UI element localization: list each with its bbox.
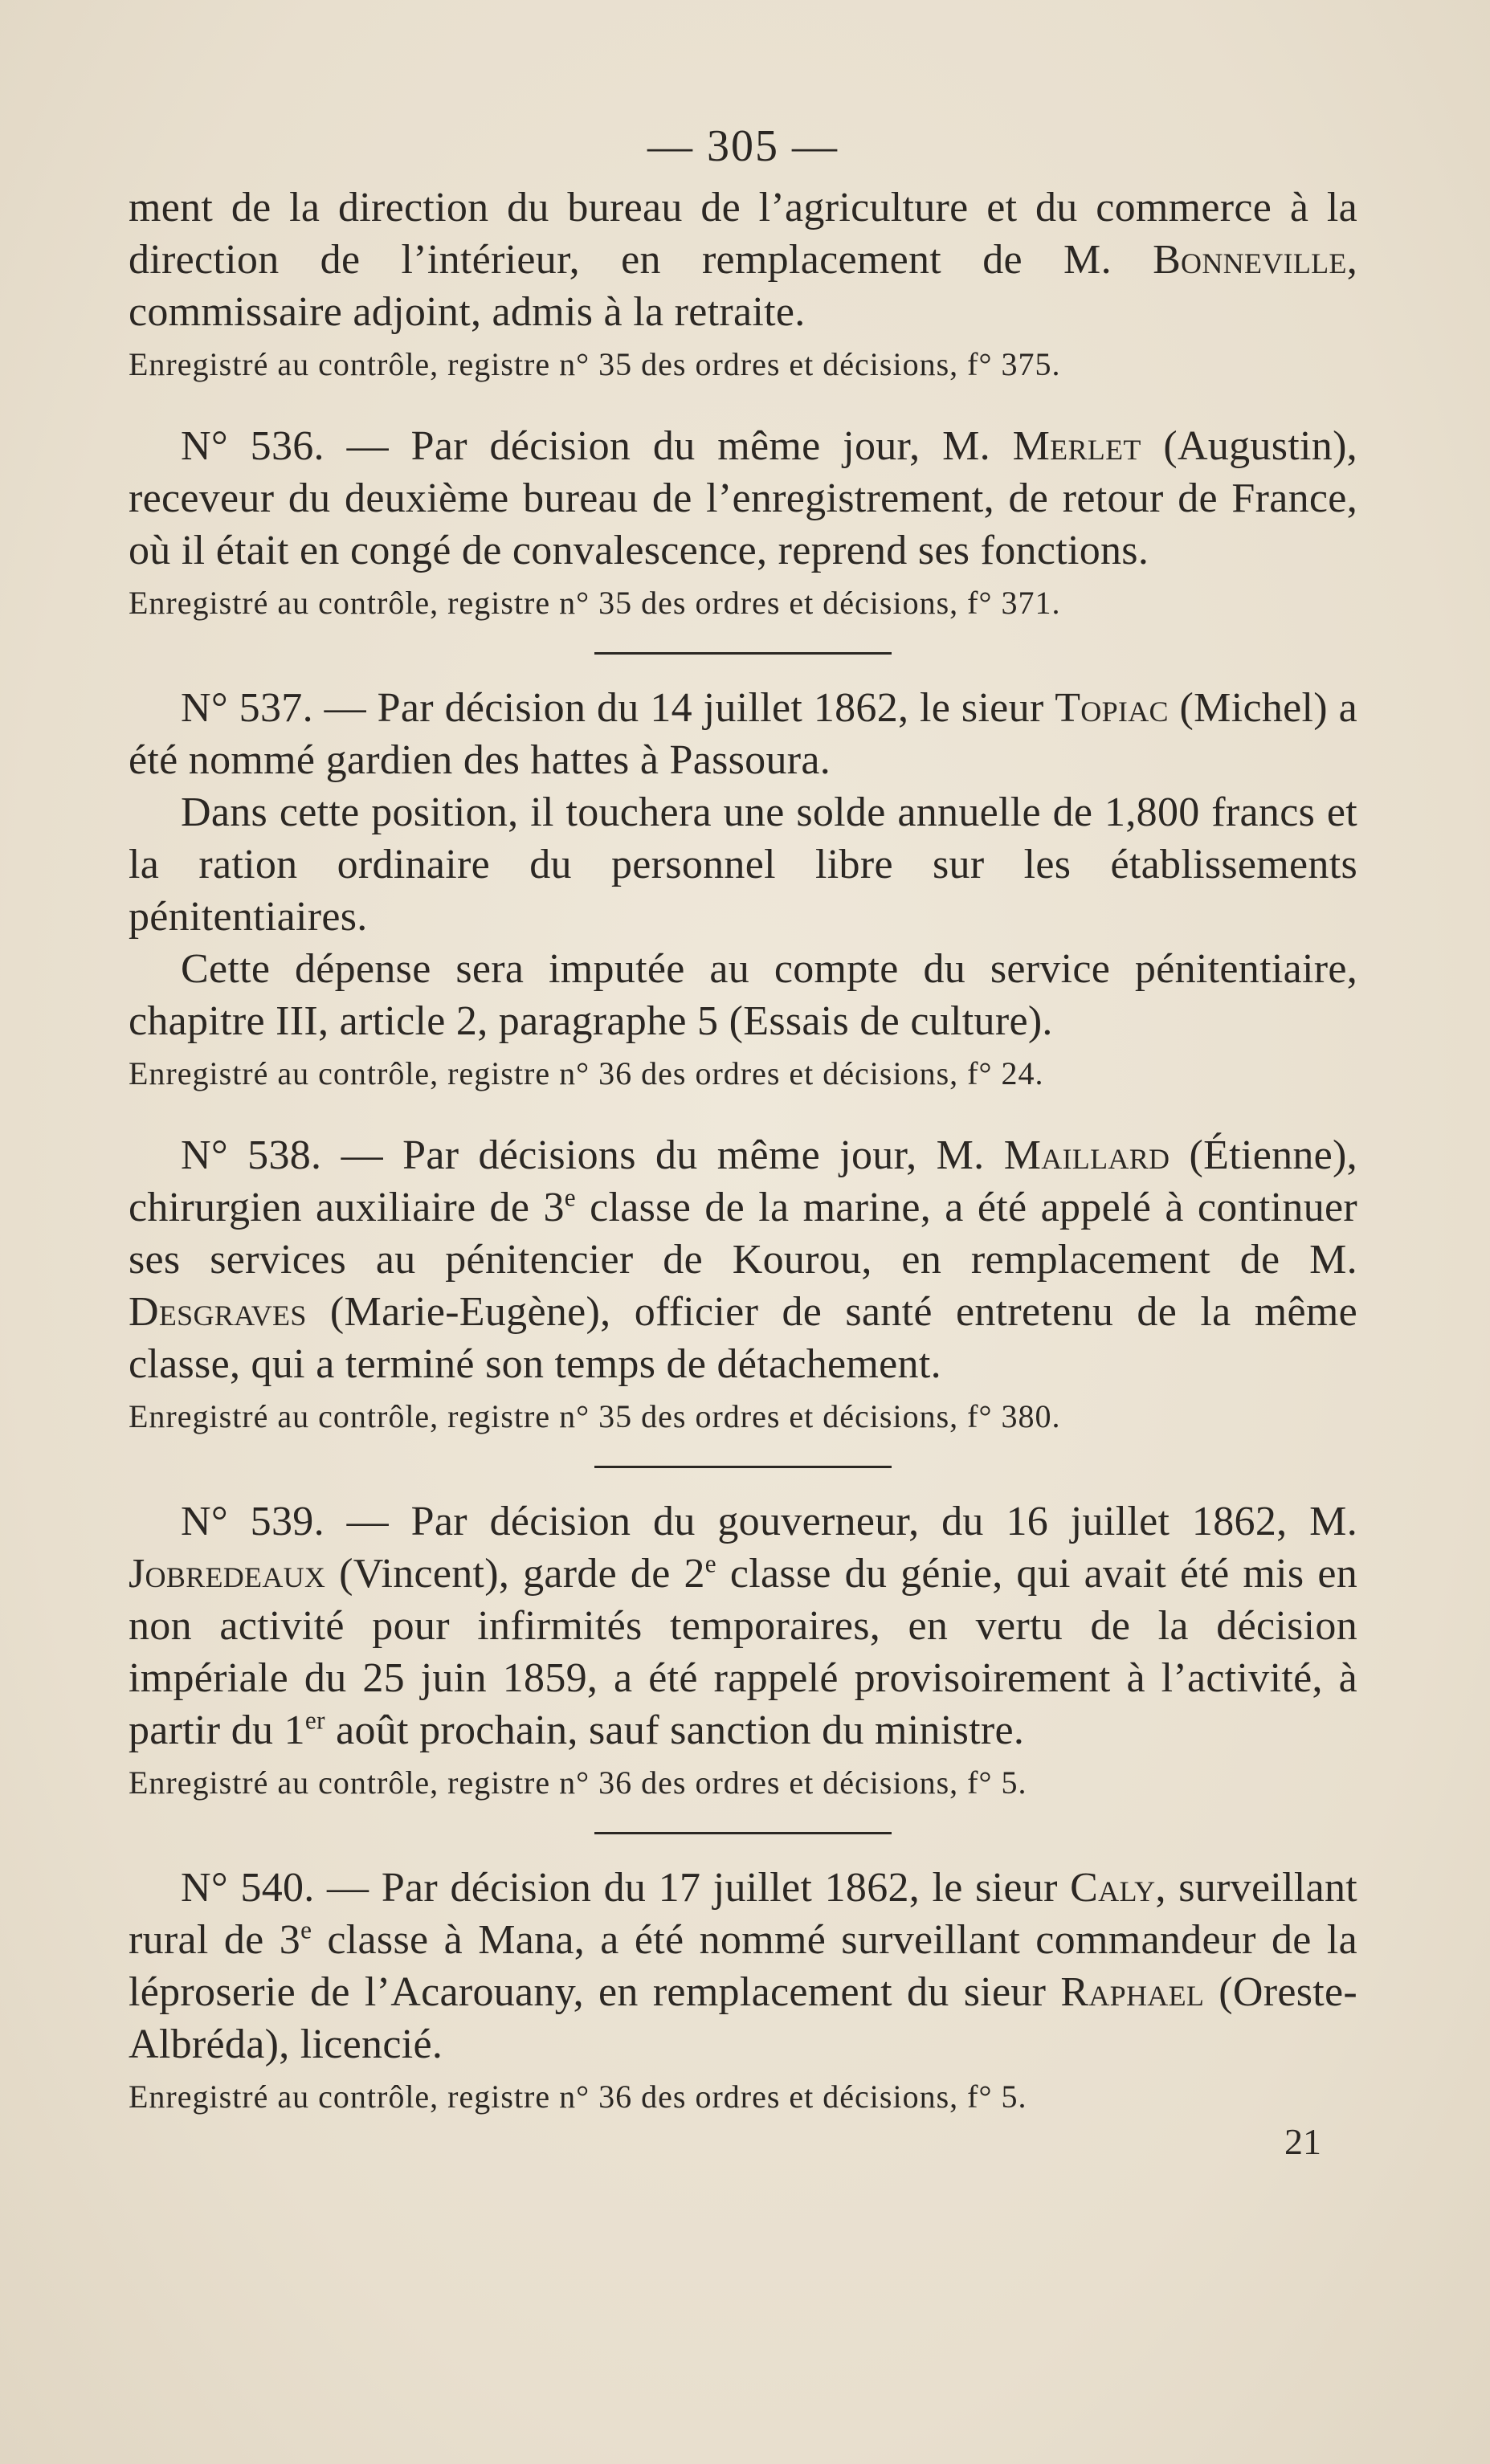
registration-line: Enregistré au contrôle, registre n° 35 des ordres et décisions, f° 380. <box>129 1398 1061 1434</box>
person-name: Raphael <box>1060 1969 1205 2015</box>
registration-line: Enregistré au contrôle, registre n° 36 des ordres et décisions, f° 5. <box>129 2078 1027 2115</box>
entry-538 <box>129 1129 1357 1440</box>
person-name: Topiac <box>1055 685 1169 731</box>
entry-539 <box>129 1495 1357 1806</box>
superscript: e <box>704 1549 716 1578</box>
text-segment: classe du génie, qui avait été mis en non activité pour infirmités temporaires, en vertu de la décision impériale du 25 juin 1859, a été rappelé provisoirement à l’activité, à partir du 1 <box>129 1551 1357 1753</box>
text-segment: Par décisions du même jour, M. <box>402 1132 1004 1178</box>
text-segment: (Augustin), receveur du deuxième bureau de l’enregistrement, de retour de France, où il était en congé de convalescence, reprend ses fonctions. <box>129 423 1357 573</box>
entry-text <box>129 182 1357 338</box>
separator-rule <box>594 1832 892 1834</box>
signature-mark: 21 <box>1284 2121 1321 2162</box>
person-name: Caly <box>1070 1865 1156 1911</box>
entry-text <box>129 682 1357 786</box>
text-segment: , commissaire adjoint, admis à la retraite. <box>129 237 1357 335</box>
page-number: — 305 — <box>647 121 839 171</box>
text-segment: (Marie-Eugène), officier de santé entretenu de la même classe, qui a terminé son temps de détachement. <box>129 1289 1357 1387</box>
registration-line: Enregistré au contrôle, registre n° 36 des ordres et décisions, f° 24. <box>129 1055 1044 1091</box>
registration-line: Enregistré au contrôle, registre n° 35 des ordres et décisions, f° 375. <box>129 346 1061 382</box>
spacer <box>129 1097 1357 1129</box>
entry-text <box>129 1495 1357 1756</box>
superscript: er <box>304 1706 325 1735</box>
person-name: Merlet <box>1012 423 1141 469</box>
text-segment: ment de la direction du bureau de l’agriculture et du commerce à la direction de l’intérieur, en remplacement de M. <box>129 185 1357 283</box>
entry-intro <box>129 182 1357 388</box>
entry-537 <box>129 682 1357 1097</box>
spacer <box>129 388 1357 420</box>
text-segment: Par décision du 17 juillet 1862, le sieur <box>381 1865 1071 1911</box>
entry-536 <box>129 420 1357 626</box>
superscript: e <box>564 1183 576 1212</box>
separator-rule <box>594 1466 892 1468</box>
entry-text <box>129 420 1357 577</box>
text-segment: classe de la marine, a été appelé à continuer ses services au pénitencier de Kourou, en remplacement de M. <box>129 1185 1357 1283</box>
text-segment: Par décision du 14 juillet 1862, le sieur <box>377 685 1055 731</box>
text-segment: Par décision du gouverneur, du 16 juillet 1862, M. <box>410 1499 1357 1544</box>
entry-number: N° 538. — <box>181 1132 403 1178</box>
text-segment: classe à Mana, a été nommé surveillant commandeur de la léproserie de l’Acarouany, en remplacement du sieur <box>129 1917 1357 2015</box>
entry-number: N° 539. — <box>181 1499 411 1544</box>
text-column <box>129 120 1357 2163</box>
registration-line: Enregistré au contrôle, registre n° 35 des ordres et décisions, f° 371. <box>129 585 1061 621</box>
person-name: Jobredeaux <box>129 1551 326 1597</box>
entry-paragraph: Dans cette position, il touchera une solde annuelle de 1,800 francs et la ration ordinaire du personnel libre sur les établissements pénitentiaires. <box>129 789 1357 940</box>
person-name: Desgraves <box>129 1289 307 1335</box>
entry-540 <box>129 1862 1357 2120</box>
superscript: e <box>300 1915 312 1944</box>
text-segment: (Étienne), chirurgien auxiliaire de 3 <box>129 1132 1357 1230</box>
text-segment: août prochain, sauf sanction du ministre. <box>325 1707 1025 1753</box>
entry-paragraph: Cette dépense sera imputée au compte du service pénitentiaire, chapitre III, article 2, paragraphe 5 (Essais de culture). <box>129 946 1357 1044</box>
text-segment: (Oreste-Albréda), licencié. <box>129 1969 1357 2067</box>
entry-number: N° 536. — <box>181 423 411 469</box>
person-name: Bonneville <box>1153 237 1347 283</box>
entry-number: N° 537. — <box>181 685 378 731</box>
entry-text <box>129 1862 1357 2070</box>
person-name: Maillard <box>1003 1132 1170 1178</box>
text-segment: , surveillant rural de 3 <box>129 1865 1357 1963</box>
registration-line: Enregistré au contrôle, registre n° 36 des ordres et décisions, f° 5. <box>129 1764 1027 1801</box>
text-segment: (Michel) a été nommé gardien des hattes à Passoura. <box>129 685 1357 783</box>
entry-text <box>129 1129 1357 1390</box>
entry-number: N° 540. — <box>181 1865 382 1911</box>
separator-rule <box>594 652 892 655</box>
text-segment: (Vincent), garde de 2 <box>325 1551 705 1597</box>
text-segment: Par décision du même jour, M. <box>410 423 1013 469</box>
